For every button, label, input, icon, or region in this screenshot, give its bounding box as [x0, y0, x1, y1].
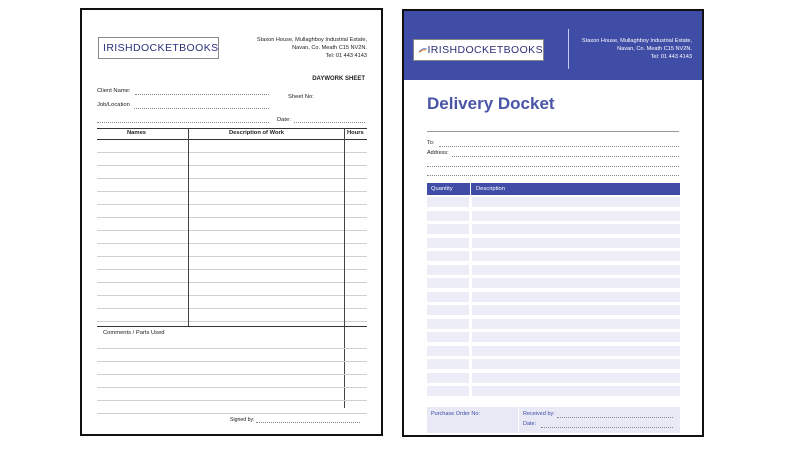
client-name-field[interactable]	[135, 94, 269, 95]
comment-row-line	[97, 400, 367, 401]
description-cell[interactable]	[472, 224, 680, 234]
delivery-date-label: Date:	[523, 421, 537, 427]
comment-row-line	[97, 348, 367, 349]
work-row-line	[97, 230, 367, 231]
description-cell[interactable]	[472, 319, 680, 329]
quantity-cell[interactable]	[427, 211, 469, 221]
description-cell[interactable]	[472, 251, 680, 261]
quantity-cell[interactable]	[427, 238, 469, 248]
comments-top-rule	[97, 326, 367, 327]
quantity-cell[interactable]	[427, 346, 469, 356]
signed-by-field[interactable]	[256, 422, 360, 423]
quantity-cell[interactable]	[427, 292, 469, 302]
description-cell[interactable]	[472, 346, 680, 356]
quantity-cell[interactable]	[427, 319, 469, 329]
company-address: Staxon House, Mullaghboy Industrial Estate, Navan, Co. Meath C15 NV2N. Tel: 01 443 4143	[256, 37, 367, 59]
quantity-cell[interactable]	[427, 197, 469, 207]
names-column-divider	[188, 128, 189, 326]
work-row-line	[97, 282, 367, 283]
brand-logo	[98, 37, 219, 59]
work-row-line	[97, 165, 367, 166]
address-label: Address:	[427, 150, 449, 156]
header-column-gap	[470, 183, 471, 195]
description-cell[interactable]	[472, 265, 680, 275]
footer-divider	[518, 407, 519, 433]
work-row-line	[97, 321, 367, 322]
to-field[interactable]	[439, 146, 679, 147]
signed-by-label: Signed by:	[230, 417, 255, 423]
work-row-line	[97, 191, 367, 192]
comment-row-line	[97, 413, 367, 414]
column-header-hours: Hours	[347, 130, 364, 136]
quantity-cell[interactable]	[427, 332, 469, 342]
comment-row-line	[97, 361, 367, 362]
quantity-cell[interactable]	[427, 305, 469, 315]
column-header-description: Description	[476, 186, 505, 192]
table-top-rule	[97, 128, 367, 129]
description-cell[interactable]	[472, 305, 680, 315]
delivery-date-field[interactable]	[541, 427, 673, 428]
quantity-cell[interactable]	[427, 278, 469, 288]
header-bottom-rule	[97, 139, 367, 140]
brand-logo	[413, 39, 544, 61]
work-row-line	[97, 256, 367, 257]
date-label: Date:	[277, 117, 291, 123]
description-cell[interactable]	[472, 278, 680, 288]
hours-column-divider	[344, 128, 345, 408]
date-field[interactable]	[294, 122, 365, 123]
received-by-field[interactable]	[557, 417, 673, 418]
quantity-cell[interactable]	[427, 251, 469, 261]
delivery-docket	[402, 9, 704, 437]
table-header-band	[427, 183, 680, 195]
extra-line-field[interactable]	[97, 122, 269, 123]
comment-row-line	[97, 387, 367, 388]
header-divider	[568, 29, 569, 69]
client-name-label: Client Name:	[97, 88, 131, 94]
description-cell[interactable]	[472, 359, 680, 369]
column-header-quantity: Quantity	[431, 186, 453, 192]
quantity-cell[interactable]	[427, 373, 469, 383]
work-row-line	[97, 243, 367, 244]
work-row-line	[97, 178, 367, 179]
comments-label: Comments / Parts Used	[103, 330, 165, 336]
quantity-cell[interactable]	[427, 224, 469, 234]
job-location-label: Job/Location	[97, 102, 130, 108]
purchase-order-label: Purchase Order No:	[431, 411, 480, 417]
address-line-2[interactable]	[427, 166, 679, 167]
quantity-cell[interactable]	[427, 359, 469, 369]
description-cell[interactable]	[472, 238, 680, 248]
docket-title: Delivery Docket	[427, 94, 555, 113]
description-cell[interactable]	[472, 386, 680, 396]
work-row-line	[97, 152, 367, 153]
comment-row-line	[97, 374, 367, 375]
sheet-no-label: Sheet No:	[288, 94, 314, 100]
job-location-field[interactable]	[134, 108, 269, 109]
address-field[interactable]	[452, 156, 679, 157]
work-row-line	[97, 308, 367, 309]
quantity-cell[interactable]	[427, 265, 469, 275]
sheet-title: DAYWORK SHEET	[312, 76, 365, 82]
received-by-label: Received by:	[523, 411, 555, 417]
address-line-3[interactable]	[427, 175, 679, 176]
description-cell[interactable]	[472, 211, 680, 221]
title-rule	[427, 131, 679, 132]
description-cell[interactable]	[472, 197, 680, 207]
logo-text: IRISHDOCKETBOOKS	[103, 42, 219, 54]
swoosh-logo-icon	[418, 42, 427, 58]
description-cell[interactable]	[472, 292, 680, 302]
work-row-line	[97, 269, 367, 270]
logo-text: IRISHDOCKETBOOKS	[427, 44, 543, 56]
column-header-names: Names	[127, 130, 147, 136]
work-row-line	[97, 204, 367, 205]
work-row-line	[97, 217, 367, 218]
daywork-sheet-docket	[80, 8, 383, 436]
description-cell[interactable]	[472, 373, 680, 383]
column-header-description: Description of Work	[229, 130, 284, 136]
work-row-line	[97, 295, 367, 296]
quantity-cell[interactable]	[427, 386, 469, 396]
description-cell[interactable]	[472, 332, 680, 342]
company-address: Staxon House, Mullaghboy Industrial Estate, Navan, Co. Meath C15 NV2N. Tel: 01 443 4143	[581, 38, 692, 60]
to-label: To:	[427, 140, 435, 146]
